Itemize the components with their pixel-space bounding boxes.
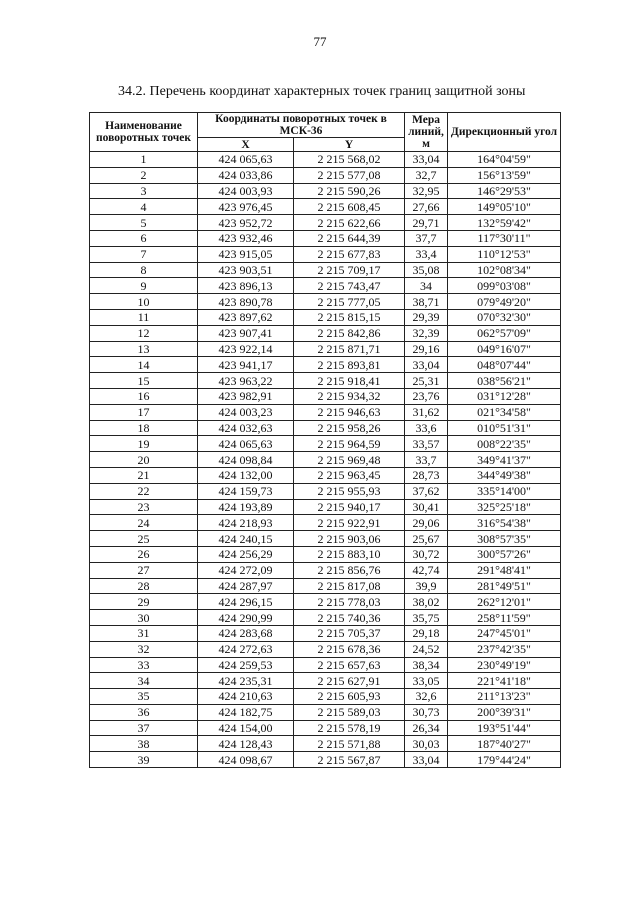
direction-angle-cell: 062°57'09" <box>448 325 561 341</box>
line-length-cell: 29,71 <box>405 215 448 231</box>
line-length-cell: 33,05 <box>405 673 448 689</box>
direction-angle-cell: 281°49'51" <box>448 578 561 594</box>
line-length-cell: 34 <box>405 278 448 294</box>
line-length-cell: 30,41 <box>405 499 448 515</box>
line-length-cell: 37,62 <box>405 483 448 499</box>
line-length-cell: 31,62 <box>405 404 448 420</box>
table-row <box>90 373 561 389</box>
y-coordinate-cell: 2 215 777,05 <box>294 294 405 310</box>
y-coordinate-cell: 2 215 934,32 <box>294 388 405 404</box>
point-number-cell: 14 <box>90 357 198 373</box>
x-coordinate-cell: 424 065,63 <box>198 152 294 168</box>
y-coordinate-cell: 2 215 856,76 <box>294 562 405 578</box>
direction-angle-cell: 300°57'26" <box>448 546 561 562</box>
direction-angle-cell: 031°12'28" <box>448 388 561 404</box>
y-coordinate-cell: 2 215 590,26 <box>294 183 405 199</box>
line-length-cell: 32,7 <box>405 167 448 183</box>
page-number: 77 <box>313 34 327 49</box>
point-number-cell: 9 <box>90 278 198 294</box>
y-coordinate-cell: 2 215 958,26 <box>294 420 405 436</box>
x-coordinate-cell: 424 032,63 <box>198 420 294 436</box>
point-number-cell: 26 <box>90 546 198 562</box>
point-number-cell: 39 <box>90 752 198 768</box>
x-coordinate-cell: 424 065,63 <box>198 436 294 452</box>
table-row <box>90 341 561 357</box>
line-length-cell: 33,7 <box>405 452 448 468</box>
direction-angle-cell: 316°54'38" <box>448 515 561 531</box>
section-title: 34.2. Перечень координат характерных точек границ защитной зоны <box>118 84 526 99</box>
y-coordinate-cell: 2 215 969,48 <box>294 452 405 468</box>
table-row <box>90 562 561 578</box>
header-x: X <box>198 138 294 152</box>
direction-angle-cell: 308°57'35" <box>448 531 561 547</box>
direction-angle-cell: 049°16'07" <box>448 341 561 357</box>
x-coordinate-cell: 424 003,23 <box>198 404 294 420</box>
point-number-cell: 17 <box>90 404 198 420</box>
table-row <box>90 720 561 736</box>
x-coordinate-cell: 424 218,93 <box>198 515 294 531</box>
y-coordinate-cell: 2 215 955,93 <box>294 483 405 499</box>
table-row <box>90 657 561 673</box>
line-length-cell: 32,39 <box>405 325 448 341</box>
point-number-cell: 33 <box>90 657 198 673</box>
direction-angle-cell: 079°49'20" <box>448 294 561 310</box>
table-row <box>90 152 561 168</box>
table-row <box>90 199 561 215</box>
y-coordinate-cell: 2 215 657,63 <box>294 657 405 673</box>
y-coordinate-cell: 2 215 568,02 <box>294 152 405 168</box>
y-coordinate-cell: 2 215 964,59 <box>294 436 405 452</box>
x-coordinate-cell: 423 982,91 <box>198 388 294 404</box>
point-number-cell: 18 <box>90 420 198 436</box>
y-coordinate-cell: 2 215 903,06 <box>294 531 405 547</box>
point-number-cell: 36 <box>90 704 198 720</box>
table-row <box>90 515 561 531</box>
direction-angle-cell: 349°41'37" <box>448 452 561 468</box>
line-length-cell: 37,7 <box>405 230 448 246</box>
table-row <box>90 673 561 689</box>
header-direction-angle: Дирекционный угол <box>448 113 561 152</box>
point-number-cell: 21 <box>90 467 198 483</box>
table-row <box>90 183 561 199</box>
direction-angle-cell: 193°51'44" <box>448 720 561 736</box>
line-length-cell: 33,04 <box>405 152 448 168</box>
point-number-cell: 27 <box>90 562 198 578</box>
line-length-cell: 26,34 <box>405 720 448 736</box>
table-row <box>90 499 561 515</box>
direction-angle-cell: 200°39'31" <box>448 704 561 720</box>
line-length-cell: 29,16 <box>405 341 448 357</box>
x-coordinate-cell: 424 132,00 <box>198 467 294 483</box>
point-number-cell: 15 <box>90 373 198 389</box>
point-number-cell: 16 <box>90 388 198 404</box>
table-row <box>90 625 561 641</box>
x-coordinate-cell: 424 098,84 <box>198 452 294 468</box>
line-length-cell: 29,06 <box>405 515 448 531</box>
x-coordinate-cell: 424 003,93 <box>198 183 294 199</box>
y-coordinate-cell: 2 215 571,88 <box>294 736 405 752</box>
line-length-cell: 25,31 <box>405 373 448 389</box>
table-row <box>90 546 561 562</box>
y-coordinate-cell: 2 215 578,19 <box>294 720 405 736</box>
y-coordinate-cell: 2 215 678,36 <box>294 641 405 657</box>
y-coordinate-cell: 2 215 817,08 <box>294 578 405 594</box>
direction-angle-cell: 179°44'24" <box>448 752 561 768</box>
line-length-cell: 35,08 <box>405 262 448 278</box>
x-coordinate-cell: 424 272,09 <box>198 562 294 578</box>
header-point-name: Наименование поворотных точек <box>90 113 198 152</box>
x-coordinate-cell: 423 896,13 <box>198 278 294 294</box>
direction-angle-cell: 102°08'34" <box>448 262 561 278</box>
point-number-cell: 6 <box>90 230 198 246</box>
direction-angle-cell: 221°41'18" <box>448 673 561 689</box>
x-coordinate-cell: 424 287,97 <box>198 578 294 594</box>
direction-angle-cell: 149°05'10" <box>448 199 561 215</box>
x-coordinate-cell: 424 283,68 <box>198 625 294 641</box>
x-coordinate-cell: 424 210,63 <box>198 689 294 705</box>
x-coordinate-cell: 424 154,00 <box>198 720 294 736</box>
y-coordinate-cell: 2 215 677,83 <box>294 246 405 262</box>
table-row <box>90 246 561 262</box>
line-length-cell: 28,73 <box>405 467 448 483</box>
point-number-cell: 32 <box>90 641 198 657</box>
table-row <box>90 467 561 483</box>
line-length-cell: 30,73 <box>405 704 448 720</box>
x-coordinate-cell: 424 098,67 <box>198 752 294 768</box>
point-number-cell: 19 <box>90 436 198 452</box>
y-coordinate-cell: 2 215 589,03 <box>294 704 405 720</box>
point-number-cell: 4 <box>90 199 198 215</box>
table-row <box>90 452 561 468</box>
line-length-cell: 39,9 <box>405 578 448 594</box>
y-coordinate-cell: 2 215 705,37 <box>294 625 405 641</box>
line-length-cell: 33,04 <box>405 357 448 373</box>
x-coordinate-cell: 423 897,62 <box>198 309 294 325</box>
direction-angle-cell: 156°13'59" <box>448 167 561 183</box>
direction-angle-cell: 010°51'31" <box>448 420 561 436</box>
x-coordinate-cell: 423 903,51 <box>198 262 294 278</box>
header-coordinates: Координаты поворотных точек в МСК-36 <box>198 113 405 138</box>
y-coordinate-cell: 2 215 709,17 <box>294 262 405 278</box>
line-length-cell: 42,74 <box>405 562 448 578</box>
x-coordinate-cell: 423 941,17 <box>198 357 294 373</box>
point-number-cell: 28 <box>90 578 198 594</box>
table-row <box>90 325 561 341</box>
table-row <box>90 594 561 610</box>
point-number-cell: 1 <box>90 152 198 168</box>
direction-angle-cell: 099°03'08" <box>448 278 561 294</box>
table-row <box>90 641 561 657</box>
direction-angle-cell: 164°04'59" <box>448 152 561 168</box>
header-y: Y <box>294 138 405 152</box>
x-coordinate-cell: 423 952,72 <box>198 215 294 231</box>
y-coordinate-cell: 2 215 605,93 <box>294 689 405 705</box>
direction-angle-cell: 211°13'23" <box>448 689 561 705</box>
table-row <box>90 309 561 325</box>
point-number-cell: 38 <box>90 736 198 752</box>
table-row <box>90 357 561 373</box>
y-coordinate-cell: 2 215 644,39 <box>294 230 405 246</box>
x-coordinate-cell: 423 890,78 <box>198 294 294 310</box>
table-row <box>90 420 561 436</box>
point-number-cell: 5 <box>90 215 198 231</box>
table-row <box>90 404 561 420</box>
x-coordinate-cell: 424 033,86 <box>198 167 294 183</box>
x-coordinate-cell: 424 259,53 <box>198 657 294 673</box>
line-length-cell: 25,67 <box>405 531 448 547</box>
x-coordinate-cell: 423 907,41 <box>198 325 294 341</box>
table-row <box>90 736 561 752</box>
y-coordinate-cell: 2 215 842,86 <box>294 325 405 341</box>
table-header-row <box>90 113 561 138</box>
table-row <box>90 215 561 231</box>
direction-angle-cell: 038°56'21" <box>448 373 561 389</box>
line-length-cell: 24,52 <box>405 641 448 657</box>
point-number-cell: 11 <box>90 309 198 325</box>
direction-angle-cell: 262°12'01" <box>448 594 561 610</box>
table-row <box>90 483 561 499</box>
y-coordinate-cell: 2 215 608,45 <box>294 199 405 215</box>
direction-angle-cell: 008°22'35" <box>448 436 561 452</box>
table-row <box>90 262 561 278</box>
line-length-cell: 33,4 <box>405 246 448 262</box>
y-coordinate-cell: 2 215 963,45 <box>294 467 405 483</box>
direction-angle-cell: 117°30'11" <box>448 230 561 246</box>
line-length-cell: 29,39 <box>405 309 448 325</box>
x-coordinate-cell: 424 182,75 <box>198 704 294 720</box>
line-length-cell: 29,18 <box>405 625 448 641</box>
point-number-cell: 22 <box>90 483 198 499</box>
direction-angle-cell: 110°12'53" <box>448 246 561 262</box>
y-coordinate-cell: 2 215 871,71 <box>294 341 405 357</box>
line-length-cell: 32,6 <box>405 689 448 705</box>
line-length-cell: 38,71 <box>405 294 448 310</box>
point-number-cell: 24 <box>90 515 198 531</box>
direction-angle-cell: 132°59'42" <box>448 215 561 231</box>
point-number-cell: 29 <box>90 594 198 610</box>
line-length-cell: 33,04 <box>405 752 448 768</box>
point-number-cell: 3 <box>90 183 198 199</box>
point-number-cell: 34 <box>90 673 198 689</box>
y-coordinate-cell: 2 215 946,63 <box>294 404 405 420</box>
point-number-cell: 8 <box>90 262 198 278</box>
coordinates-table <box>89 112 561 768</box>
point-number-cell: 12 <box>90 325 198 341</box>
point-number-cell: 31 <box>90 625 198 641</box>
x-coordinate-cell: 424 256,29 <box>198 546 294 562</box>
direction-angle-cell: 344°49'38" <box>448 467 561 483</box>
x-coordinate-cell: 424 128,43 <box>198 736 294 752</box>
x-coordinate-cell: 424 240,15 <box>198 531 294 547</box>
line-length-cell: 30,03 <box>405 736 448 752</box>
x-coordinate-cell: 424 272,63 <box>198 641 294 657</box>
table-row <box>90 294 561 310</box>
point-number-cell: 2 <box>90 167 198 183</box>
direction-angle-cell: 291°48'41" <box>448 562 561 578</box>
line-length-cell: 38,02 <box>405 594 448 610</box>
direction-angle-cell: 070°32'30" <box>448 309 561 325</box>
table-row <box>90 230 561 246</box>
line-length-cell: 38,34 <box>405 657 448 673</box>
direction-angle-cell: 258°11'59" <box>448 610 561 626</box>
x-coordinate-cell: 423 915,05 <box>198 246 294 262</box>
direction-angle-cell: 230°49'19" <box>448 657 561 673</box>
x-coordinate-cell: 423 922,14 <box>198 341 294 357</box>
table-row <box>90 689 561 705</box>
point-number-cell: 30 <box>90 610 198 626</box>
line-length-cell: 30,72 <box>405 546 448 562</box>
point-number-cell: 23 <box>90 499 198 515</box>
point-number-cell: 20 <box>90 452 198 468</box>
line-length-cell: 27,66 <box>405 199 448 215</box>
y-coordinate-cell: 2 215 627,91 <box>294 673 405 689</box>
x-coordinate-cell: 424 193,89 <box>198 499 294 515</box>
y-coordinate-cell: 2 215 743,47 <box>294 278 405 294</box>
y-coordinate-cell: 2 215 940,17 <box>294 499 405 515</box>
y-coordinate-cell: 2 215 922,91 <box>294 515 405 531</box>
table-row <box>90 578 561 594</box>
y-coordinate-cell: 2 215 815,15 <box>294 309 405 325</box>
point-number-cell: 37 <box>90 720 198 736</box>
x-coordinate-cell: 423 976,45 <box>198 199 294 215</box>
table-row <box>90 610 561 626</box>
table-row <box>90 436 561 452</box>
y-coordinate-cell: 2 215 567,87 <box>294 752 405 768</box>
x-coordinate-cell: 424 235,31 <box>198 673 294 689</box>
direction-angle-cell: 146°29'53" <box>448 183 561 199</box>
line-length-cell: 32,95 <box>405 183 448 199</box>
line-length-cell: 23,76 <box>405 388 448 404</box>
line-length-cell: 33,6 <box>405 420 448 436</box>
point-number-cell: 25 <box>90 531 198 547</box>
y-coordinate-cell: 2 215 918,41 <box>294 373 405 389</box>
direction-angle-cell: 335°14'00" <box>448 483 561 499</box>
y-coordinate-cell: 2 215 622,66 <box>294 215 405 231</box>
y-coordinate-cell: 2 215 740,36 <box>294 610 405 626</box>
table-row <box>90 752 561 768</box>
x-coordinate-cell: 424 159,73 <box>198 483 294 499</box>
line-length-cell: 35,75 <box>405 610 448 626</box>
y-coordinate-cell: 2 215 893,81 <box>294 357 405 373</box>
direction-angle-cell: 247°45'01" <box>448 625 561 641</box>
point-number-cell: 13 <box>90 341 198 357</box>
direction-angle-cell: 187°40'27" <box>448 736 561 752</box>
header-line-length: Мера линий, м <box>405 113 448 152</box>
point-number-cell: 10 <box>90 294 198 310</box>
line-length-cell: 33,57 <box>405 436 448 452</box>
table-body <box>90 152 561 768</box>
table-row <box>90 167 561 183</box>
y-coordinate-cell: 2 215 577,08 <box>294 167 405 183</box>
y-coordinate-cell: 2 215 883,10 <box>294 546 405 562</box>
y-coordinate-cell: 2 215 778,03 <box>294 594 405 610</box>
table-row <box>90 531 561 547</box>
x-coordinate-cell: 423 932,46 <box>198 230 294 246</box>
table-row <box>90 704 561 720</box>
x-coordinate-cell: 424 296,15 <box>198 594 294 610</box>
direction-angle-cell: 021°34'58" <box>448 404 561 420</box>
point-number-cell: 35 <box>90 689 198 705</box>
x-coordinate-cell: 423 963,22 <box>198 373 294 389</box>
direction-angle-cell: 325°25'18" <box>448 499 561 515</box>
direction-angle-cell: 048°07'44" <box>448 357 561 373</box>
x-coordinate-cell: 424 290,99 <box>198 610 294 626</box>
point-number-cell: 7 <box>90 246 198 262</box>
direction-angle-cell: 237°42'35" <box>448 641 561 657</box>
table-row <box>90 278 561 294</box>
table-row <box>90 388 561 404</box>
